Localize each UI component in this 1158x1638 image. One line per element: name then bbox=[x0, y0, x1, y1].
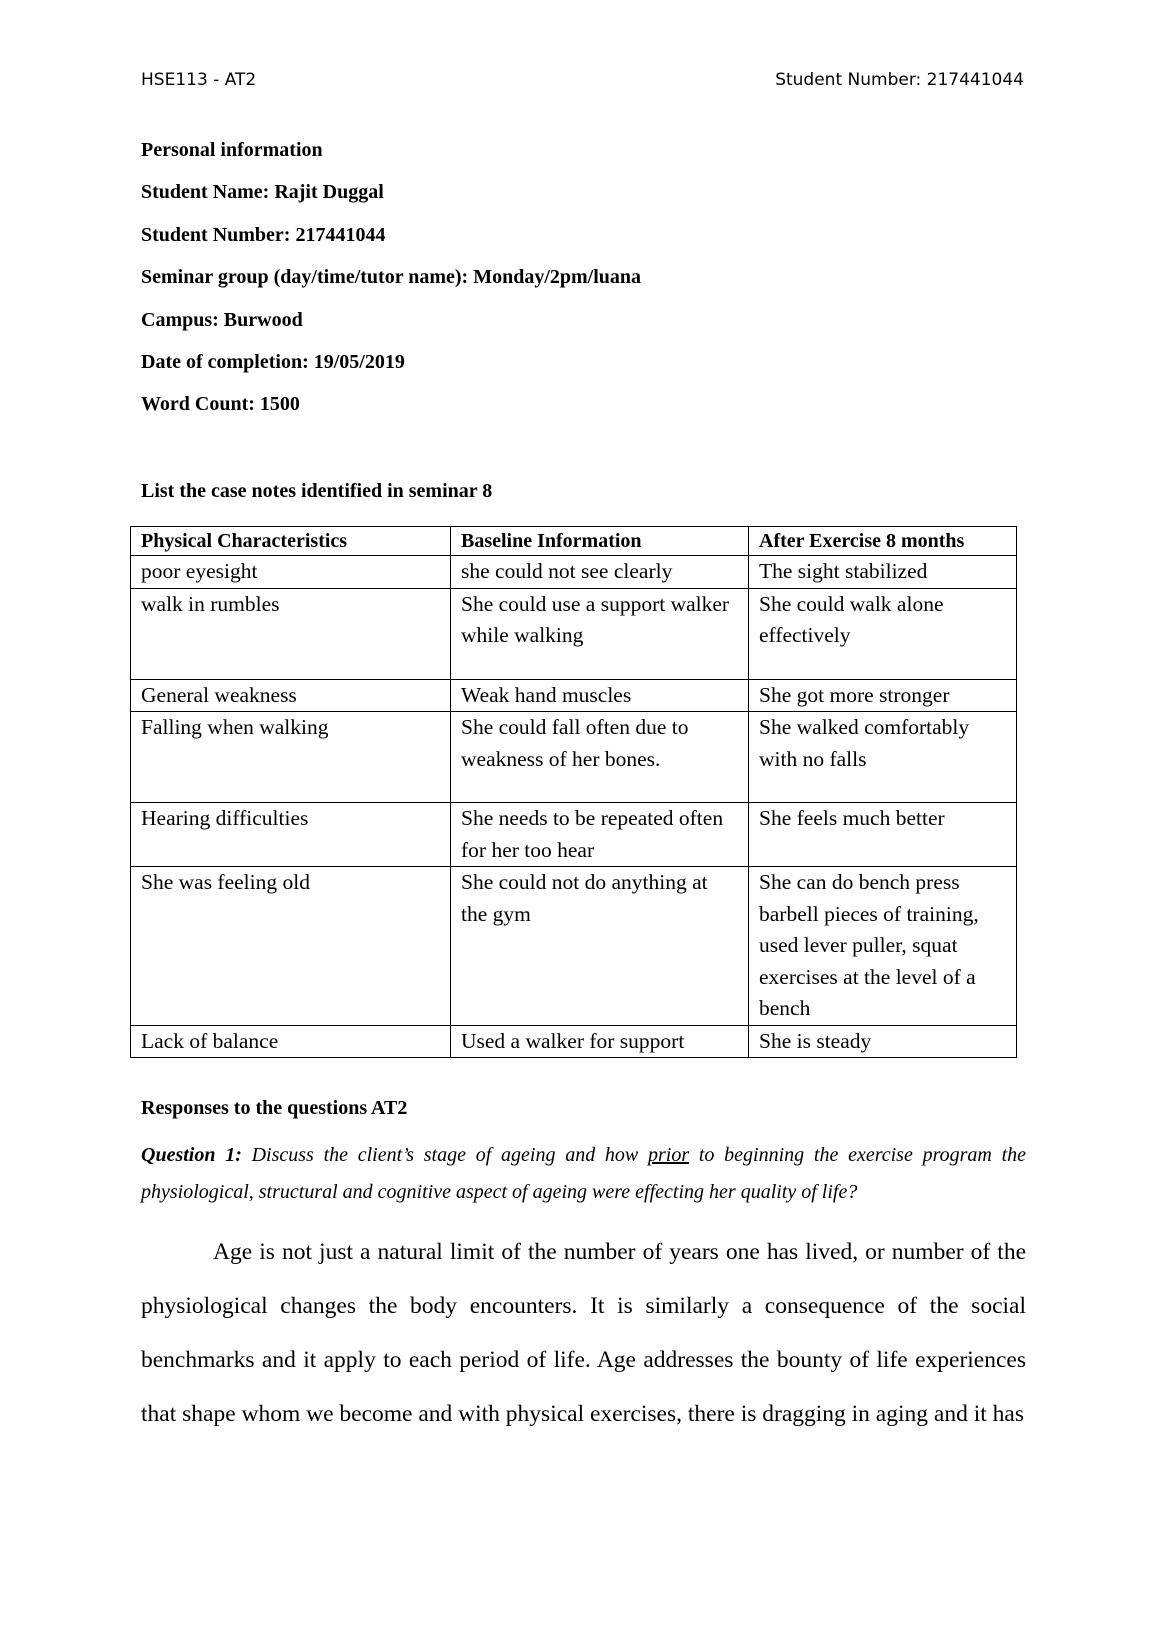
table-cell: General weakness bbox=[131, 679, 451, 712]
case-notes-table bbox=[130, 526, 1017, 1058]
table-cell: Used a walker for support bbox=[451, 1025, 749, 1058]
responses-title: Responses to the questions AT2 bbox=[141, 1097, 408, 1119]
table-cell: She is steady bbox=[749, 1025, 1017, 1058]
table-row bbox=[131, 803, 1017, 867]
header-course-code: HSE113 - AT2 bbox=[141, 70, 257, 90]
question-text-after: to beginning the exercise program the physiological, structural and cognitive aspect of ageing were effecting her quality of life? bbox=[141, 1144, 1027, 1203]
column-header-after: After Exercise 8 months bbox=[749, 527, 1017, 556]
table-cell: Weak hand muscles bbox=[451, 679, 749, 712]
table-row bbox=[131, 679, 1017, 712]
column-header-baseline: Baseline Information bbox=[451, 527, 749, 556]
completion-date: Date of completion: 19/05/2019 bbox=[141, 350, 405, 373]
campus: Campus: Burwood bbox=[141, 308, 303, 331]
question-text-underlined: prior bbox=[648, 1144, 690, 1166]
table-cell: She can do bench press barbell pieces of training, used lever puller, squat exercises at the level of a bench bbox=[749, 867, 1017, 1026]
student-name: Student Name: Rajit Duggal bbox=[141, 181, 384, 204]
table-cell: walk in rumbles bbox=[131, 588, 451, 679]
question-1 bbox=[141, 1137, 1026, 1211]
student-number: Student Number: 217441044 bbox=[141, 223, 386, 246]
table-row bbox=[131, 1025, 1017, 1058]
table-cell: Falling when walking bbox=[131, 712, 451, 803]
table-cell: She walked comfortably with no falls bbox=[749, 712, 1017, 803]
table-cell: She got more stronger bbox=[749, 679, 1017, 712]
table-cell: The sight stabilized bbox=[749, 556, 1017, 589]
table-cell: She could not do anything at the gym bbox=[451, 867, 749, 1026]
question-text-before: Discuss the client’s stage of ageing and how bbox=[241, 1144, 649, 1166]
table-header-row bbox=[131, 527, 1017, 556]
personal-info-block bbox=[141, 138, 641, 435]
table-cell: She could use a support walker while walking bbox=[451, 588, 749, 679]
table-row bbox=[131, 867, 1017, 1026]
header-student-number: Student Number: 217441044 bbox=[775, 70, 1024, 90]
table-cell: She feels much better bbox=[749, 803, 1017, 867]
answer-paragraph: Age is not just a natural limit of the number of years one has lived, or number of the physiological changes the body encounters. It is similarly a consequence of the social benchmarks and it apply to each period of life. Age addresses the bounty of life experiences that shape whom we become and with physical exercises, there is dragging in aging and it has bbox=[141, 1239, 1026, 1427]
table-cell: Hearing difficulties bbox=[131, 803, 451, 867]
table-cell: She was feeling old bbox=[131, 867, 451, 1026]
case-notes-title: List the case notes identified in seminar 8 bbox=[141, 480, 493, 502]
table-cell: poor eyesight bbox=[131, 556, 451, 589]
table-row bbox=[131, 588, 1017, 679]
table-row bbox=[131, 556, 1017, 589]
question-label: Question 1: bbox=[141, 1144, 242, 1166]
seminar-group: Seminar group (day/time/tutor name): Monday/2pm/luana bbox=[141, 266, 642, 289]
table-cell: She needs to be repeated often for her too hear bbox=[451, 803, 749, 867]
table-cell: she could not see clearly bbox=[451, 556, 749, 589]
column-header-physical: Physical Characteristics bbox=[131, 527, 451, 556]
table-cell: She could walk alone effectively bbox=[749, 588, 1017, 679]
table-cell: Lack of balance bbox=[131, 1025, 451, 1058]
word-count: Word Count: 1500 bbox=[141, 393, 300, 416]
personal-info-heading: Personal information bbox=[141, 139, 323, 161]
table-cell: She could fall often due to weakness of her bones. bbox=[451, 712, 749, 803]
table-row bbox=[131, 712, 1017, 803]
